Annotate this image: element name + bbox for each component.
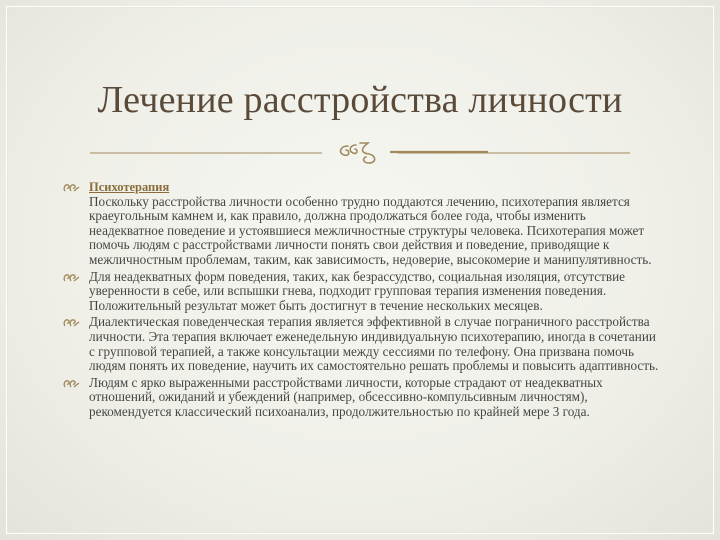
item-text: Поскольку расстройства личности особенно трудно поддаются лечению, психотерапия является краеугольным камнем и, как правило, должна продолжаться более года, чтобы изменить неадекватное поведение и устоявшиеся межличностные структуры человека. Психотерапия может помочь людям с расстройствами личности понять свои действия и поведение, приводящие к межличностным проблемам, таким, как зависимость, недоверие, высокомерие и манипулятивность. xyxy=(89,193,652,267)
item-text: Для неадекватных форм поведения, таких, как безрассудство, социальная изоляция, отсутствие уверенности в себе, или вспышки гнева, подходит групповая терапия изменения поведения. Положительный результат может быть достигнут в течение нескольких месяцев. xyxy=(89,268,626,313)
curly-bullet-icon xyxy=(62,317,80,329)
curly-bullet-icon xyxy=(62,378,80,390)
list-item xyxy=(62,376,662,420)
psychotherapy-heading: Психотерапия xyxy=(89,180,170,194)
item-text: Диалектическая поведенческая терапия является эффективной в случае пограничного расстройства личности. Эта терапия включает еженедельную индивидуальную психотерапию, иногда в сочетании с групповой терапией, а также консультации между сессиями по телефону. Она призвана помочь людям понять их поведение, научить их самостоятельно решать проблемы и повысить адаптивность. xyxy=(89,314,659,374)
scroll-ornament-icon xyxy=(341,143,375,163)
list-item xyxy=(62,270,662,314)
curly-bullet-icon xyxy=(62,272,80,284)
list-item xyxy=(62,180,662,268)
slide-title: Лечение расстройства личности xyxy=(97,79,623,121)
list-item xyxy=(62,315,662,373)
curly-bullet-icon xyxy=(62,182,80,194)
slide-body xyxy=(62,180,662,422)
item-text: Людям с ярко выраженными расстройствами личности, которые страдают от неадекватных отношений, ожиданий и убеждений (например, обсессивно-компульсивным личностям), рекомендуется классический психоанализ, продолжительностью по крайней мере 3 года. xyxy=(89,374,603,419)
title-divider xyxy=(90,140,630,166)
